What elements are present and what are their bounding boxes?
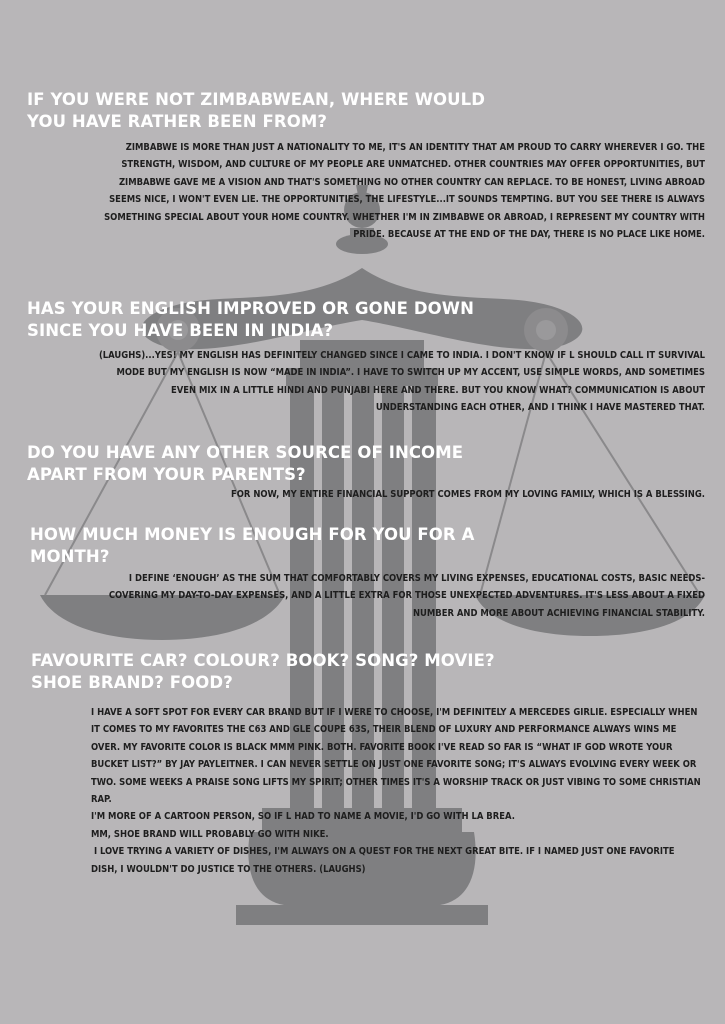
answer-5-paragraph-1: I HAVE A SOFT SPOT FOR EVERY CAR BRAND BUT IF I WERE TO CHOOSE, I'M DEFINITELY A MERCEDES GIRLIE. ESPECIALLY WHEN IT COMES TO MY FAVORITES THE C63 AND GLE COUPE 63S, THEIR BLEND OF LUXURY AND PERFORMANCE ALWAYS WINS ME OVER. MY FAVORITE COLOR IS BLACK MMM PINK. BOTH. FAVORITE BOOK I'VE READ SO FAR IS “WHAT IF GOD WROTE YOUR BUCKET LIST?” BY JAY PAYLEITNER. I CAN NEVER SETTLE ON JUST ONE FAVORITE SONG; IT'S ALWAYS EVOLVING EVERY WEEK OR TWO. SOME WEEKS A PRAISE SONG LIFTS MY SPIRIT; OTHER TIMES IT'S A WORSHIP TRACK OR JUST VIBING TO SOME CHRISTIAN RAP. bbox=[91, 707, 701, 806]
answer-2: (LAUGHS)...YES! MY ENGLISH HAS DEFINITELY CHANGED SINCE I CAME TO INDIA. I DON'T KNOW IF L SHOULD CALL IT SURVIVAL MODE BUT MY ENGLISH IS NOW “MADE IN INDIA”. I HAVE TO SWITCH UP MY ACCENT, USE SIMPLE WORDS, AND SOMETIMES EVEN MIX IN A LITTLE HINDI AND PUNJABI HERE AND THERE. BUT YOU KNOW WHAT? COMMUNICATION IS ABOUT UNDERSTANDING EACH OTHER, AND I THINK I HAVE MASTERED THAT. bbox=[98, 350, 705, 414]
answer-5-paragraph-2: I'M MORE OF A CARTOON PERSON, SO IF L HAD TO NAME A MOVIE, I'D GO WITH LA BREA. bbox=[91, 811, 515, 823]
question-2: HAS YOUR ENGLISH IMPROVED OR GONE DOWN SINCE YOU HAVE BEEN IN INDIA? bbox=[27, 299, 474, 340]
question-1: IF YOU WERE NOT ZIMBABWEAN, WHERE WOULD YOU HAVE RATHER BEEN FROM? bbox=[27, 90, 486, 131]
question-5: FAVOURITE CAR? COLOUR? BOOK? SONG? MOVIE? SHOE BRAND? FOOD? bbox=[31, 651, 495, 692]
question-4: HOW MUCH MONEY IS ENOUGH FOR YOU FOR A MONTH? bbox=[30, 525, 475, 566]
answer-3: FOR NOW, MY ENTIRE FINANCIAL SUPPORT COMES FROM MY LOVING FAMILY, WHICH IS A BLESSING. bbox=[230, 489, 705, 500]
answer-1: ZIMBABWE IS MORE THAN JUST A NATIONALITY TO ME, IT'S AN IDENTITY THAT AM PROUD TO CARRY WHEREVER I GO. THE STRENGTH, WISDOM, AND CULTURE OF MY PEOPLE ARE UNMATCHED. OTHER COUNTRIES MAY OFFER OPPORTUNITIES, BUT ZIMBABWE GAVE ME A VISION AND THAT'S SOMETHING NO OTHER COUNTRY CAN REPLACE. TO BE HONEST, LIVING ABROAD SEEMS NICE, I WON'T EVEN LIE. THE OPPORTUNITIES, THE LIFESTYLE...IT SOUNDS TEMPTING. BUT YOU SEE THERE IS ALWAYS SOMETHING SPECIAL ABOUT YOUR HOME COUNTRY. WHETHER I'M IN ZIMBABWE OR ABROAD, I REPRESENT MY COUNTRY WITH PRIDE. BECAUSE AT THE END OF THE DAY, THERE IS NO PLACE LIKE HOME. bbox=[104, 142, 705, 241]
answer-4: I DEFINE ‘ENOUGH’ AS THE SUM THAT COMFORTABLY COVERS MY LIVING EXPENSES, EDUCATIONAL COSTS, BASIC NEEDS-COVERING MY DAY-TO-DAY EXPENSES, AND A LITTLE EXTRA FOR THOSE UNEXPECTED ADVENTURES. IT'S LESS ABOUT A FIXED NUMBER AND MORE ABOUT ACHIEVING FINANCIAL STABILITY. bbox=[108, 573, 705, 619]
question-3: DO YOU HAVE ANY OTHER SOURCE OF INCOME APART FROM YOUR PARENTS? bbox=[27, 443, 464, 484]
answer-5-paragraph-3: MM, SHOE BRAND WILL PROBABLY GO WITH NIKE. bbox=[91, 828, 329, 840]
answer-5 bbox=[91, 704, 701, 878]
answer-5-paragraph-4: I LOVE TRYING A VARIETY OF DISHES, I'M ALWAYS ON A QUEST FOR THE NEXT GREAT BITE. IF I NAMED JUST ONE FAVORITE DISH, I WOULDN'T DO JUSTICE TO THE OTHERS. (LAUGHS) bbox=[91, 846, 678, 875]
